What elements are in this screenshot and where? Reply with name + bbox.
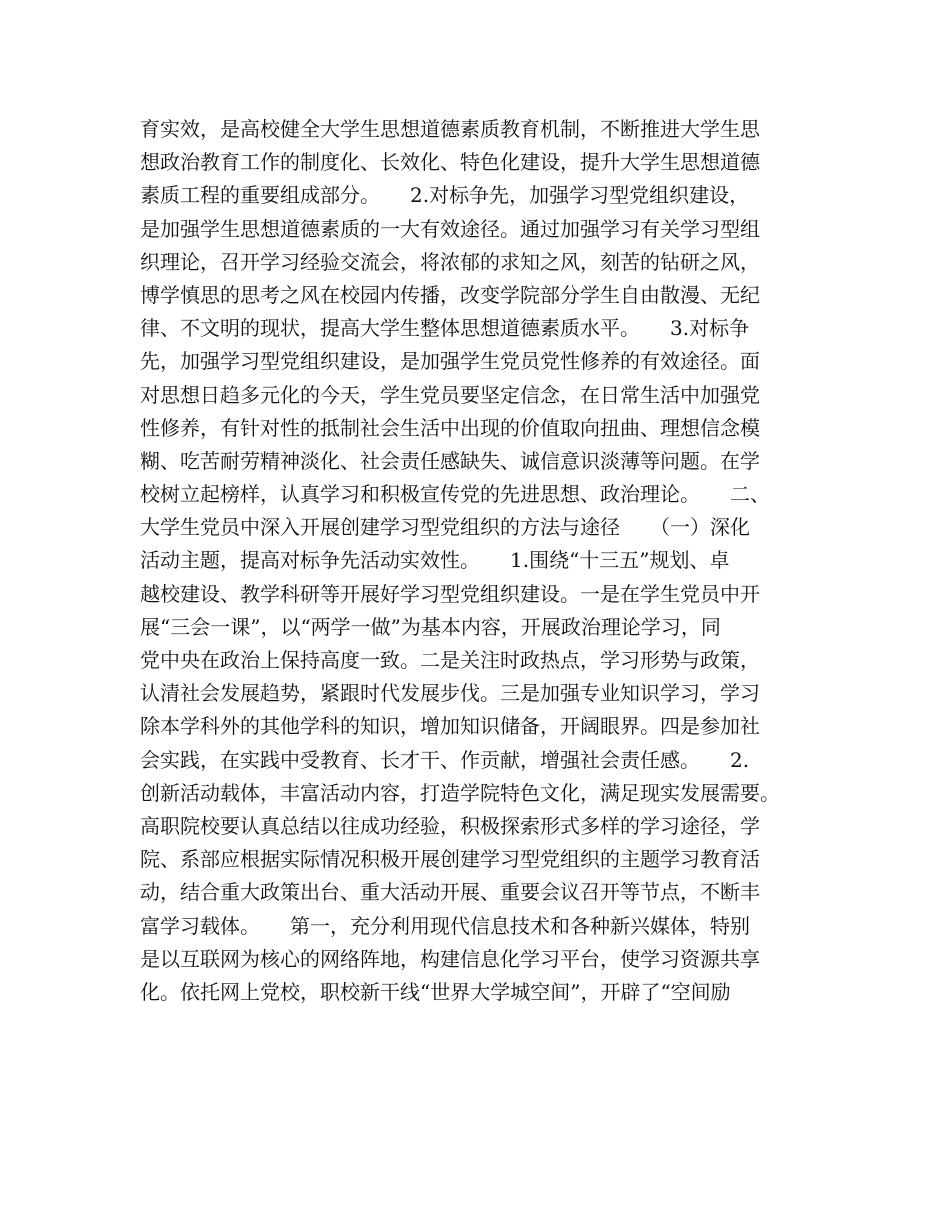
text-line-19: 除本学科外的其他学科的知识，增加知识储备，开阔眼界。四是参加社	[140, 714, 760, 739]
text-line-12: 校树立起榜样，认真学习和积极宣传党的先进思想、政治理论。 二、	[140, 482, 770, 507]
text-line-11: 糊、吃苦耐劳精神淡化、社会责任感缺失、诚信意识淡薄等问题。在学	[140, 448, 760, 473]
text-line-14: 活动主题，提高对标争先活动实效性。 1.围绕“十三五”规划、卓	[140, 548, 730, 573]
text-line-2: 想政治教育工作的制度化、长效化、特色化建设，提升大学生思想道德	[140, 150, 760, 175]
text-line-26: 是以互联网为核心的网络阵地，构建信息化学习平台，使学习资源共享	[140, 946, 760, 971]
text-line-10: 性修养，有针对性的抵制社会生活中出现的价值取向扭曲、理想信念模	[140, 415, 760, 440]
text-line-25: 富学习载体。 第一，充分利用现代信息技术和各种新兴媒体，特别	[140, 913, 750, 938]
text-line-15: 越校建设、教学科研等开展好学习型党组织建设。一是在学生党员中开	[140, 581, 760, 606]
text-line-9: 对思想日趋多元化的今天，学生党员要坚定信念，在日常生活中加强党	[140, 382, 760, 407]
text-line-16: 展“三会一课”，以“两学一做”为基本内容，开展政治理论学习，同	[140, 614, 721, 639]
text-line-27: 化。依托网上党校，职校新干线“世界大学城空间”，开辟了“空间励	[140, 979, 731, 1004]
text-line-1: 育实效，是高校健全大学生思想道德素质教育机制，不断推进大学生思	[140, 117, 760, 141]
text-line-24: 动，结合重大政策出台、重大活动开展、重要会议召开等节点，不断丰	[140, 880, 760, 905]
text-line-7: 律、不文明的现状，提高大学生整体思想道德素质水平。 3.对标争	[140, 316, 750, 341]
text-line-4: 是加强学生思想道德素质的一大有效途径。通过加强学习有关学习型组	[140, 216, 760, 241]
body-text	[140, 113, 840, 1009]
text-line-20: 会实践，在实践中受教育、长才干、作贡献，增强社会责任感。 2.	[140, 747, 750, 772]
text-line-6: 博学慎思的思考之风在校园内传播，改变学院部分学生自由散漫、无纪	[140, 282, 760, 307]
text-line-22: 高职院校要认真总结以往成功经验，积极探索形式多样的学习途径，学	[140, 813, 760, 838]
text-line-3: 素质工程的重要组成部分。 2.对标争先，加强学习型党组织建设，	[140, 183, 750, 208]
text-line-8: 先，加强学习型党组织建设，是加强学生党员党性修养的有效途径。面	[140, 349, 760, 374]
text-line-23: 院、系部应根据实际情况积极开展创建学习型党组织的主题学习教育活	[140, 847, 760, 872]
text-line-18: 认清社会发展趋势，紧跟时代发展步伐。三是加强专业知识学习，学习	[140, 681, 760, 706]
text-line-21: 创新活动载体，丰富活动内容，打造学院特色文化，满足现实发展需要。	[140, 780, 780, 805]
text-line-5: 织理论，召开学习经验交流会，将浓郁的求知之风，刻苦的钻研之风，	[140, 249, 760, 274]
text-line-13: 大学生党员中深入开展创建学习型党组织的方法与途径 （一）深化	[140, 515, 750, 540]
text-line-17: 党中央在政治上保持高度一致。二是关注时政热点，学习形势与政策，	[140, 648, 760, 672]
